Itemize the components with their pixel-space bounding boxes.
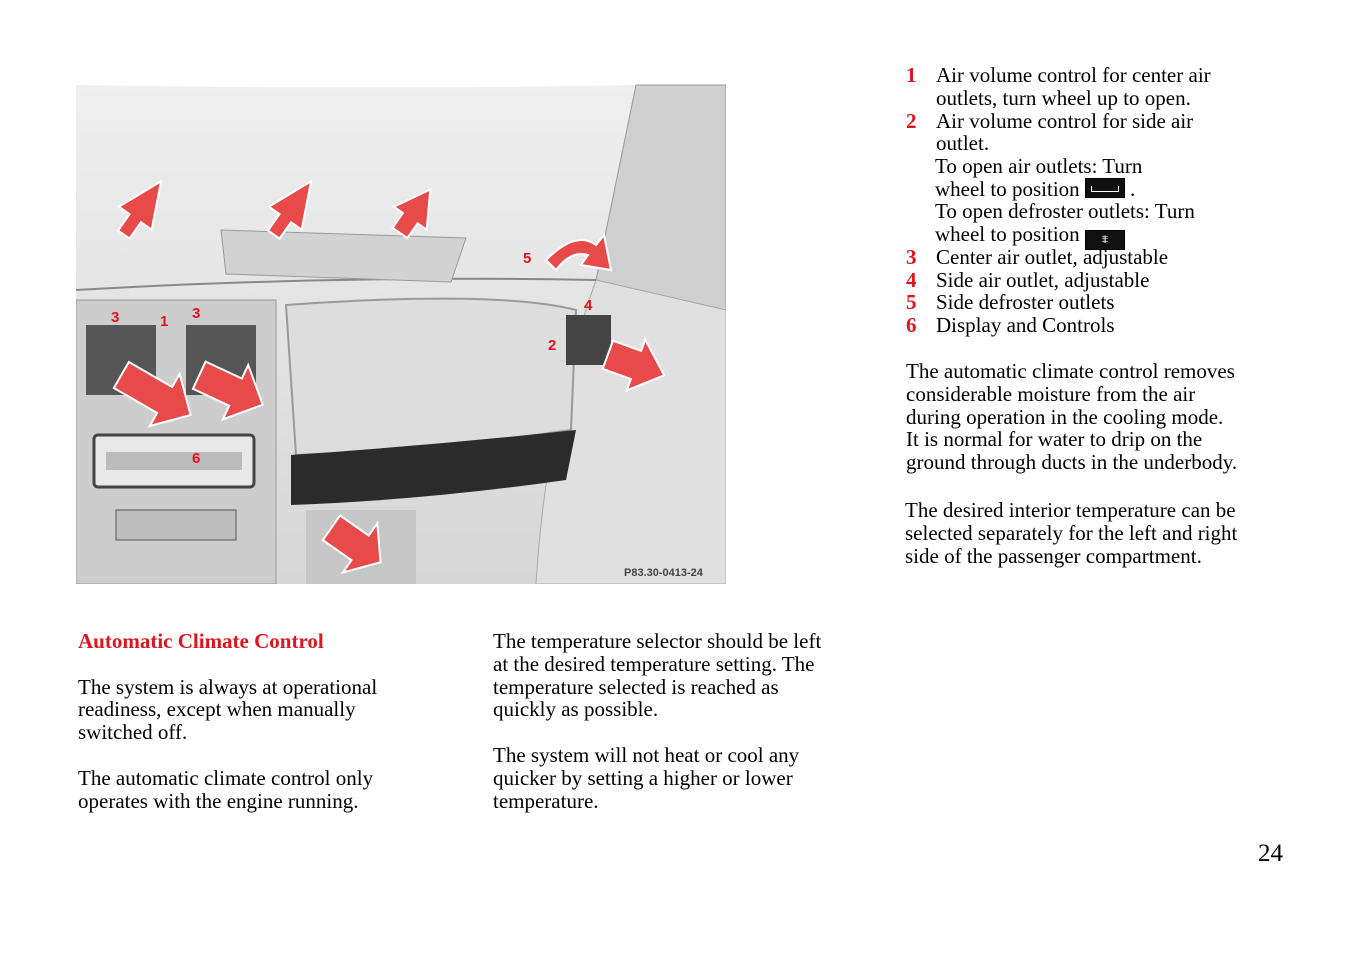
legend-item-6 xyxy=(906,314,1115,337)
left-column xyxy=(78,630,377,835)
text-line: at the desired temperature setting. The xyxy=(493,651,815,676)
legend-text: Display and Controls xyxy=(936,313,1115,337)
legend-number: 4 xyxy=(906,268,917,292)
legend-text: outlets, turn wheel up to open. xyxy=(936,86,1191,110)
page-number: 24 xyxy=(1258,840,1283,867)
text-line: side of the passenger compartment. xyxy=(905,543,1202,568)
text-line: quickly as possible. xyxy=(493,697,659,722)
callout-4: 4 xyxy=(584,297,593,314)
text-line: temperature selected is reached as xyxy=(493,674,779,699)
selector-paragraph xyxy=(493,630,821,721)
quicker-paragraph xyxy=(493,744,821,812)
callout-5: 5 xyxy=(523,250,532,267)
text-line: The desired interior temperature can be xyxy=(905,498,1236,522)
text-line: considerable moisture from the air xyxy=(906,381,1196,406)
moisture-paragraph xyxy=(906,360,1237,474)
legend-number: 2 xyxy=(906,109,917,133)
text-line: operates with the engine running. xyxy=(78,788,359,813)
open-defroster-text: wheel to position xyxy=(935,222,1080,246)
engine-paragraph xyxy=(78,767,377,813)
section-heading: Automatic Climate Control xyxy=(78,629,324,653)
legend-text: Air volume control for center air xyxy=(936,63,1211,87)
legend-item-1 xyxy=(906,64,1211,87)
text-line: The temperature selector should be left xyxy=(493,629,822,653)
legend-text: outlet. xyxy=(936,131,990,155)
text-line: quicker by setting a higher or lower xyxy=(493,765,793,790)
callout-6: 6 xyxy=(192,450,201,467)
text-line: The automatic climate control only xyxy=(78,765,374,790)
text-line: selected separately for the left and right xyxy=(905,520,1238,545)
text-line: ground through ducts in the underbody. xyxy=(906,450,1238,475)
legend-text: Air volume control for side air xyxy=(936,109,1194,133)
text-line: The system is always at operational xyxy=(78,674,378,699)
legend-text: Center air outlet, adjustable xyxy=(936,245,1169,269)
legend-number: 6 xyxy=(906,313,917,337)
callout-2: 2 xyxy=(548,337,557,354)
middle-column xyxy=(493,630,821,835)
callout-3-right: 3 xyxy=(192,305,201,322)
legend-number: 1 xyxy=(906,63,917,87)
open-outlets-line1: To open air outlets: Turn xyxy=(935,154,1143,178)
figure-code: P83.30-0413-24 xyxy=(624,567,703,579)
text-line: readiness, except when manually xyxy=(78,697,356,722)
text-line: during operation in the cooling mode. xyxy=(906,404,1224,429)
callout-3-left: 3 xyxy=(111,309,120,326)
temperature-paragraph xyxy=(905,499,1237,567)
text-line: switched off. xyxy=(78,720,188,745)
text-line: temperature. xyxy=(493,788,599,813)
callout-1: 1 xyxy=(160,313,169,330)
legend-text: Side air outlet, adjustable xyxy=(936,268,1150,292)
text-line: It is normal for water to drip on the xyxy=(906,427,1203,452)
open-outlets-tail: . xyxy=(1130,177,1136,201)
dashboard-drawing xyxy=(76,60,726,584)
legend-item-5 xyxy=(906,291,1114,314)
open-defroster-line1: To open defroster outlets: Turn xyxy=(935,199,1195,223)
legend-number: 3 xyxy=(906,245,917,269)
text-line: The system will not heat or cool any xyxy=(493,742,800,767)
outlet-position-icon xyxy=(1085,178,1125,198)
legend-item-2 xyxy=(906,110,1193,133)
legend-item-3 xyxy=(906,246,1168,269)
open-outlets-line2 xyxy=(935,178,1135,201)
defroster-position-icon: ⩨ xyxy=(1085,230,1125,250)
dashboard-illustration xyxy=(76,60,726,584)
legend-item-4 xyxy=(906,269,1149,292)
open-outlets-text: wheel to position xyxy=(935,177,1080,201)
legend-number: 5 xyxy=(906,290,917,314)
text-line: The automatic climate control removes xyxy=(906,359,1235,383)
legend-text: Side defroster outlets xyxy=(936,290,1115,314)
operational-paragraph xyxy=(78,676,377,744)
